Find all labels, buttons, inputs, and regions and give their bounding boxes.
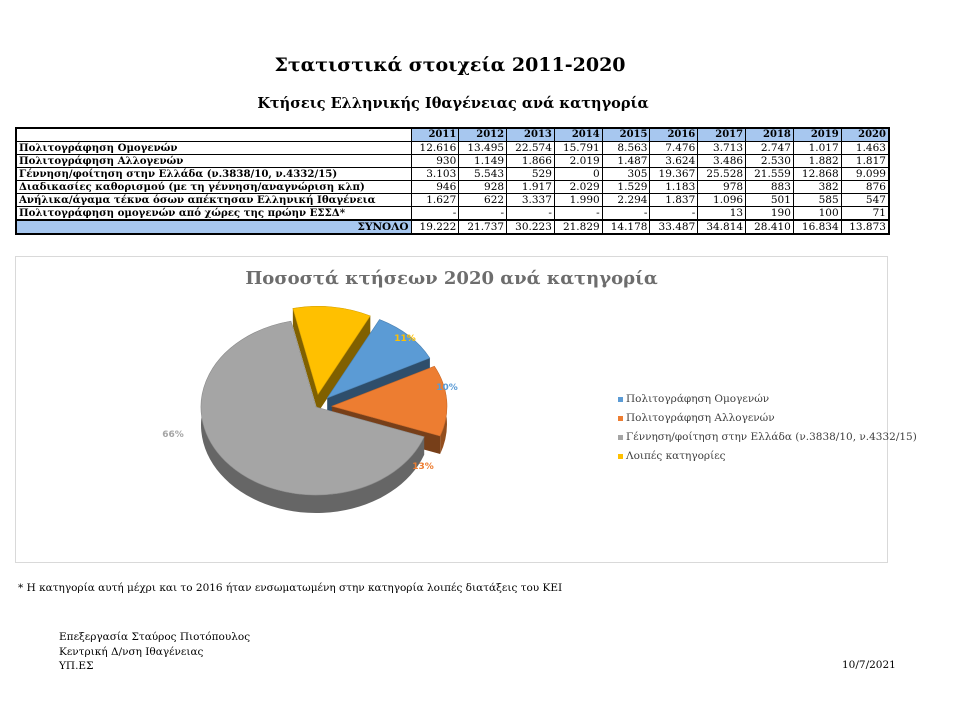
legend-item [618,447,917,466]
legend-label: Γέννηση/φοίτηση στην Ελλάδα (ν.3838/10, ν.4332/15) [626,431,917,443]
value-cell: - [554,207,602,221]
legend-label: Λοιπές κατηγορίες [626,450,726,462]
value-cell: 2.747 [746,142,794,155]
value-cell: 9.099 [841,168,889,181]
value-cell: 2.294 [602,194,650,207]
value-cell: 13.495 [459,142,507,155]
total-cell: 33.487 [650,220,698,234]
legend-swatch [618,435,623,440]
value-cell: 1.487 [602,155,650,168]
value-cell: 3.713 [698,142,746,155]
year-header: 2019 [793,128,841,142]
value-cell: 21.559 [746,168,794,181]
value-cell: 547 [841,194,889,207]
legend-swatch [618,454,623,459]
row-label: Πολιτογράφηση Αλλογενών [16,155,411,168]
value-cell: 876 [841,181,889,194]
value-cell: 622 [459,194,507,207]
table-row [16,207,889,221]
table-row [16,168,889,181]
pie-percent-label: 11% [394,334,416,344]
value-cell: 1.866 [507,155,555,168]
row-label: Διαδικασίες καθορισμού (με τη γέννηση/αναγνώριση κλπ) [16,181,411,194]
value-cell: 5.543 [459,168,507,181]
value-cell: 1.817 [841,155,889,168]
credit-line: ΥΠ.ΕΣ [59,660,94,672]
total-cell: 16.834 [793,220,841,234]
pie-percent-label: 66% [162,430,184,440]
value-cell: 585 [793,194,841,207]
value-cell: 25.528 [698,168,746,181]
total-row [16,220,889,234]
total-cell: 34.814 [698,220,746,234]
chart-title: Ποσοστά κτήσεων 2020 ανά κατηγορία [245,268,658,289]
value-cell: 3.624 [650,155,698,168]
value-cell: - [411,207,459,221]
year-header: 2014 [554,128,602,142]
legend-item [618,428,917,447]
value-cell: 1.463 [841,142,889,155]
credit-line: Κεντρική Δ/νση Ιθαγένειας [59,645,204,658]
year-header: 2020 [841,128,889,142]
statistics-table [15,127,890,235]
year-header: 2017 [698,128,746,142]
total-cell: 19.222 [411,220,459,234]
table-row [16,142,889,155]
value-cell: 1.990 [554,194,602,207]
total-cell: 14.178 [602,220,650,234]
page-title: Στατιστικά στοιχεία 2011-2020 [274,54,626,76]
value-cell: 382 [793,181,841,194]
value-cell: 100 [793,207,841,221]
legend-swatch [618,416,623,421]
year-header: 2012 [459,128,507,142]
value-cell: - [507,207,555,221]
value-cell: 1.837 [650,194,698,207]
value-cell: - [602,207,650,221]
value-cell: 0 [554,168,602,181]
value-cell: 190 [746,207,794,221]
value-cell: 928 [459,181,507,194]
pie-percent-label: 13% [412,462,434,472]
value-cell: 19.367 [650,168,698,181]
value-cell: 3.103 [411,168,459,181]
value-cell: 1.017 [793,142,841,155]
total-label: ΣΥΝΟΛΟ [16,220,411,234]
value-cell: 883 [746,181,794,194]
value-cell: 930 [411,155,459,168]
table-row [16,194,889,207]
row-label: Ανήλικα/άγαμα τέκνα όσων απέκτησαν Ελληνική Ιθαγένεια [16,194,411,207]
year-header: 2015 [602,128,650,142]
total-cell: 21.829 [554,220,602,234]
table-header-row [16,128,889,142]
value-cell: 2.029 [554,181,602,194]
legend-swatch [618,397,623,402]
value-cell: 1.149 [459,155,507,168]
year-header: 2016 [650,128,698,142]
footnote: * Η κατηγορία αυτή μέχρι και το 2016 ήταν ενσωματωμένη στην κατηγορία λοιπές διατάξεις του ΚΕΙ [18,582,563,594]
value-cell: 12.616 [411,142,459,155]
row-label: Πολιτογράφηση ομογενών από χώρες της πρώην ΕΣΣΔ* [16,207,411,221]
total-cell: 30.223 [507,220,555,234]
value-cell: 1.917 [507,181,555,194]
legend-label: Πολιτογράφηση Αλλογενών [626,412,775,424]
credits-block [59,630,250,674]
legend-item [618,390,917,409]
value-cell: 978 [698,181,746,194]
value-cell: 3.337 [507,194,555,207]
value-cell: 1.096 [698,194,746,207]
document-date: 10/7/2021 [842,659,896,671]
value-cell: 3.486 [698,155,746,168]
value-cell: 2.019 [554,155,602,168]
legend-item [618,409,917,428]
table-row [16,155,889,168]
table-row [16,181,889,194]
row-label: Πολιτογράφηση Ομογενών [16,142,411,155]
total-cell: 21.737 [459,220,507,234]
legend-label: Πολιτογράφηση Ομογενών [626,393,770,405]
value-cell: 71 [841,207,889,221]
year-header: 2013 [507,128,555,142]
pie-chart-panel [15,256,917,563]
value-cell: 7.476 [650,142,698,155]
credit-line: Επεξεργασία Σταύρος Πιοτόπουλος [59,631,251,643]
year-header: 2018 [746,128,794,142]
value-cell: 1.627 [411,194,459,207]
value-cell: 2.530 [746,155,794,168]
value-cell: 1.183 [650,181,698,194]
value-cell: 12.868 [793,168,841,181]
value-cell: 529 [507,168,555,181]
header-corner-cell [16,128,411,142]
value-cell: 8.563 [602,142,650,155]
total-cell: 13.873 [841,220,889,234]
value-cell: 946 [411,181,459,194]
row-label: Γέννηση/φοίτηση στην Ελλάδα (ν.3838/10, ν.4332/15) [16,168,411,181]
year-header: 2011 [411,128,459,142]
value-cell: 13 [698,207,746,221]
value-cell: - [459,207,507,221]
chart-legend [618,390,917,466]
value-cell: 22.574 [507,142,555,155]
value-cell: 305 [602,168,650,181]
value-cell: 501 [746,194,794,207]
total-cell: 28.410 [746,220,794,234]
value-cell: 1.529 [602,181,650,194]
value-cell: 1.882 [793,155,841,168]
value-cell: - [650,207,698,221]
value-cell: 15.791 [554,142,602,155]
pie-percent-label: 10% [436,383,458,393]
page-subtitle: Κτήσεις Ελληνικής Ιθαγένειας ανά κατηγορία [257,95,649,112]
